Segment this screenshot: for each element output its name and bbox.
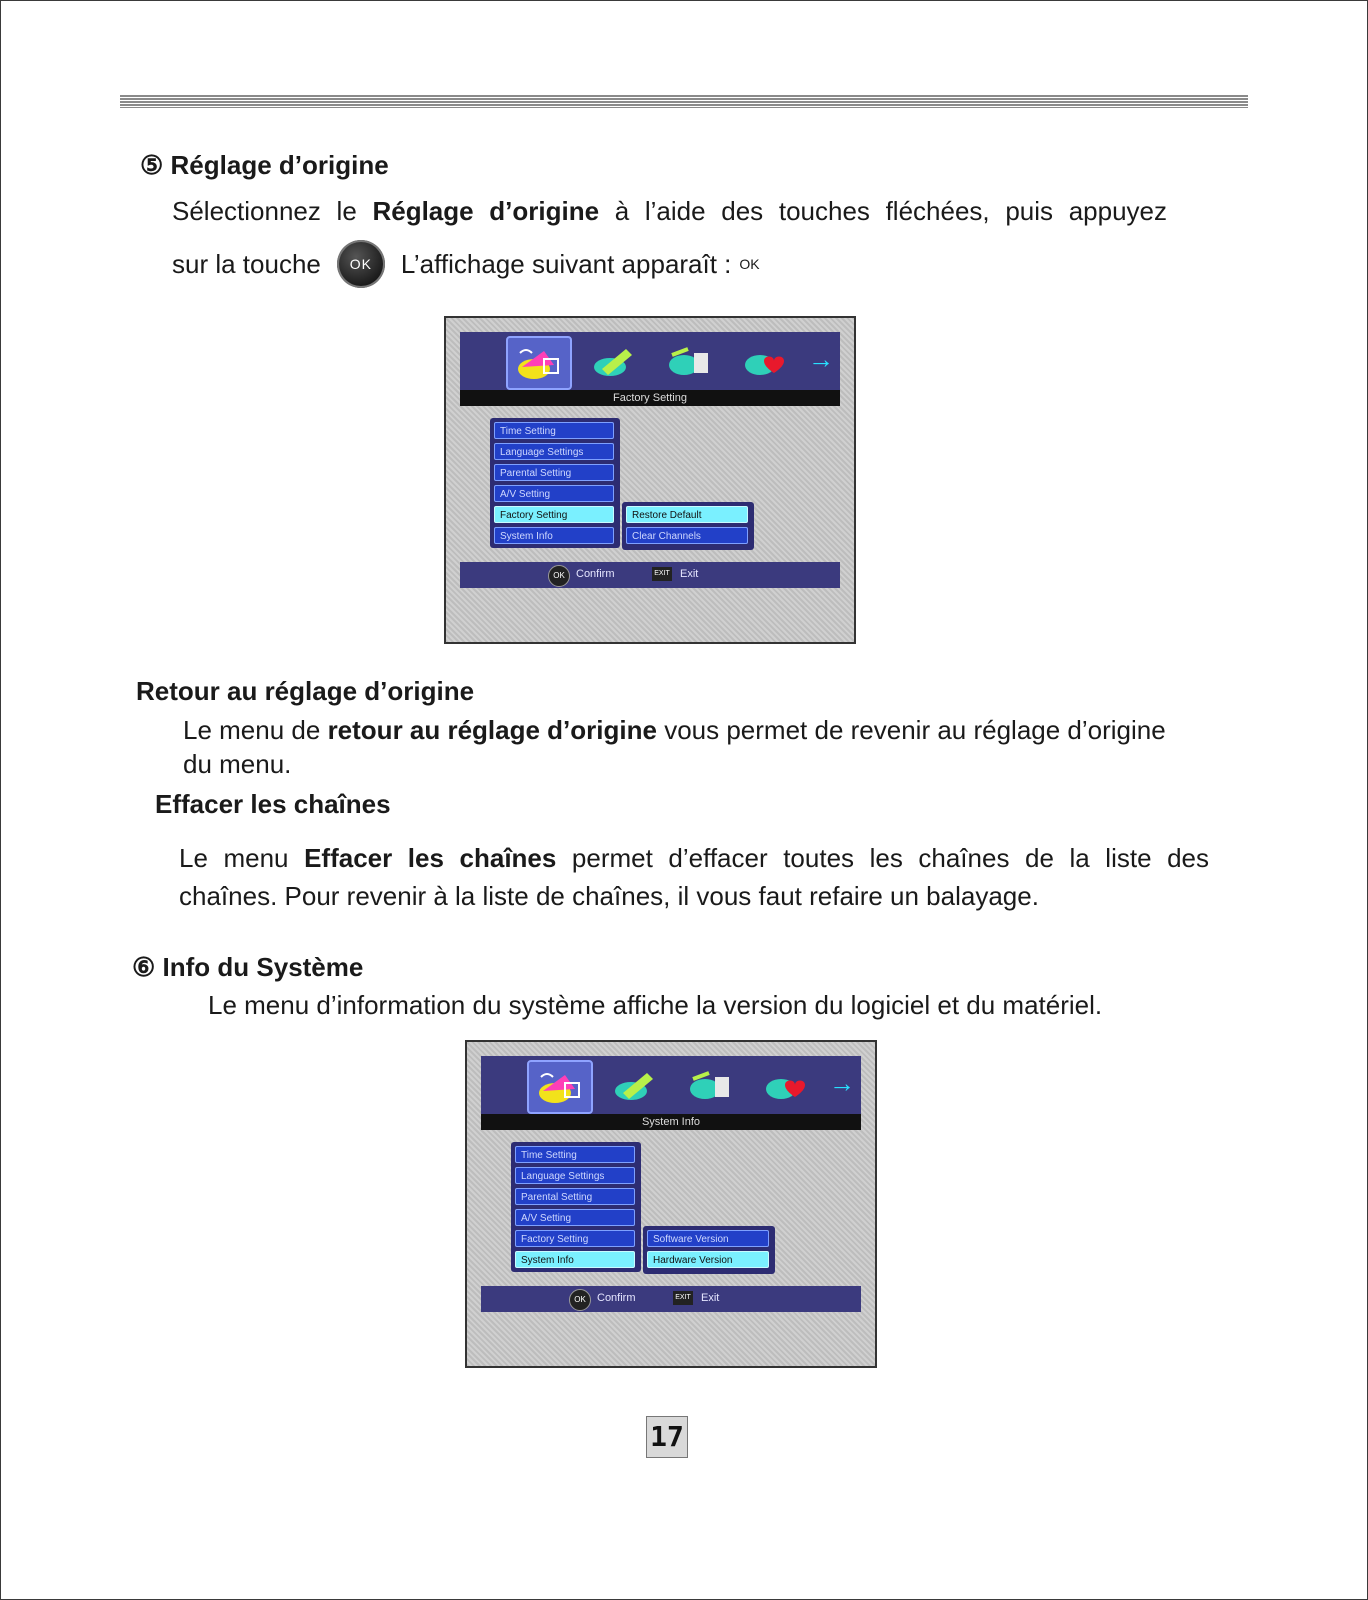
restore-line2: du menu. [183,749,292,779]
factory-line2-pre: sur la touche [172,249,321,279]
factory-line1-pre: Sélectionnez le [172,196,373,226]
clear-paragraph [179,839,1209,877]
screenshot-factory-setting [444,316,856,644]
clear-heading: Effacer les chaînes [155,789,391,819]
clear-bold: Effacer les chaînes [304,843,557,873]
satellite-install-icon [527,1060,593,1114]
submenu-restore-default[interactable]: Restore Default [626,506,748,523]
clear-post: permet d’effacer toutes les chaînes de la liste des [556,843,1210,873]
ok-key-icon: OK [337,240,385,288]
factory-submenu [622,502,754,550]
document-icon [660,336,722,386]
footer-exit: Exit [680,568,699,580]
clear-line2: chaînes. Pour revenir à la liste de chaînes, il vous faut refaire un balayage. [179,881,1039,911]
exit-key-icon: EXIT [673,1291,693,1305]
menu-item-language-settings[interactable]: Language Settings [515,1167,635,1184]
footer-confirm: Confirm [576,568,615,580]
menu-icon-bar [481,1056,861,1114]
heart-icon [736,336,798,386]
ok-small-label: OK [739,256,760,272]
footer-bar [460,562,840,588]
arrow-right-icon: → [808,344,834,374]
factory-line1-post: à l’aide des touches fléchées, puis appuyez [599,196,1167,226]
satellite-install-icon [506,336,572,390]
restore-bold: retour au réglage d’origine [327,715,657,745]
settings-menu [490,418,620,548]
ok-key-icon: OK [548,565,570,587]
menu-item-av-setting[interactable]: A/V Setting [494,485,614,502]
menu-item-factory-setting[interactable]: Factory Setting [515,1230,635,1247]
menu-item-av-setting[interactable]: A/V Setting [515,1209,635,1226]
sysinfo-submenu [643,1226,775,1274]
factory-line2 [172,238,760,290]
screenshot-system-info [465,1040,877,1368]
factory-line1-bold: Réglage d’origine [372,196,600,226]
menu-item-language-settings[interactable]: Language Settings [494,443,614,460]
footer-confirm: Confirm [597,1292,636,1304]
menu-item-parental-setting[interactable]: Parental Setting [494,464,614,481]
restore-pre: Le menu de [183,715,328,745]
submenu-software-version[interactable]: Software Version [647,1230,769,1247]
restore-paragraph [183,711,1223,749]
exit-key-icon: EXIT [652,567,672,581]
page-number: 17 [646,1416,688,1458]
ok-key-icon: OK [569,1289,591,1311]
footer-exit: Exit [701,1292,720,1304]
menu-item-system-info[interactable]: System Info [515,1251,635,1268]
sysinfo-heading: ⑥ Info du Système [132,952,364,982]
submenu-hardware-version[interactable]: Hardware Version [647,1251,769,1268]
heart-icon [757,1060,819,1110]
menu-icon-bar [460,332,840,390]
menu-item-parental-setting[interactable]: Parental Setting [515,1188,635,1205]
factory-line1 [172,192,1167,230]
screen-title: System Info [481,1114,861,1130]
factory-heading: ⑤ Réglage d’origine [140,150,389,180]
menu-item-system-info[interactable]: System Info [494,527,614,544]
footer-bar [481,1286,861,1312]
settings-menu [511,1142,641,1272]
header-rule [120,95,1248,108]
sysinfo-paragraph: Le menu d’information du système affiche la version du logiciel et du matériel. [208,990,1103,1020]
clear-pre: Le menu [179,843,305,873]
restore-post: vous permet de revenir au réglage d’origine [656,715,1166,745]
factory-line2-post: L’affichage suivant apparaît : [400,249,732,279]
submenu-clear-channels[interactable]: Clear Channels [626,527,748,544]
restore-heading: Retour au réglage d’origine [136,676,475,706]
menu-item-factory-setting[interactable]: Factory Setting [494,506,614,523]
pencil-edit-icon [584,336,646,386]
pencil-edit-icon [605,1060,667,1110]
menu-item-time-setting[interactable]: Time Setting [494,422,614,439]
screen-title: Factory Setting [460,390,840,406]
document-icon [681,1060,743,1110]
menu-item-time-setting[interactable]: Time Setting [515,1146,635,1163]
arrow-right-icon: → [829,1068,855,1098]
